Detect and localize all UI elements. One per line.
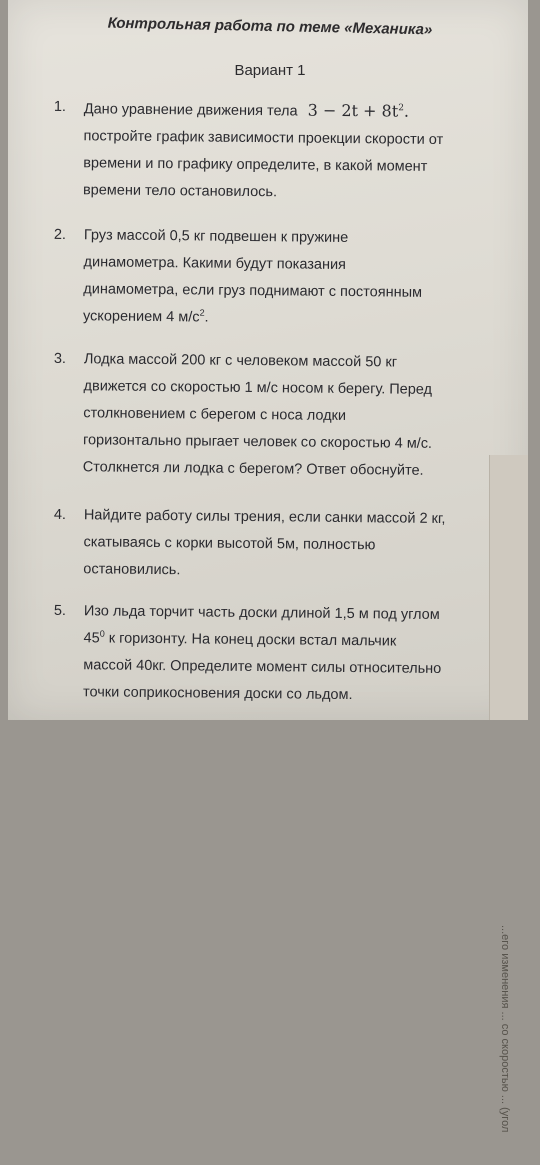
task-line: Столкнется ли лодка с берегом? Ответ обоснуйте.: [82, 459, 424, 479]
task-line: движется со скоростью 1 м/с носом к берегу. Перед: [83, 378, 433, 398]
task-line: динамометра, если груз поднимают с постоянным: [83, 281, 423, 301]
task-line: Изо льда торчит часть доски длиной 1,5 м под углом: [83, 603, 440, 623]
task-number: 1.: [53, 98, 67, 116]
task-line: времени и по графику определите, в какой момент: [83, 155, 428, 175]
page-title: Контрольная работа по теме «Механика»: [107, 14, 433, 39]
task-line: горизонтально прыгает человек со скоростью 4 м/с.: [82, 432, 433, 452]
task-2: [53, 222, 510, 335]
task-4: [53, 502, 510, 588]
task-line: точки соприкосновения доски со льдом.: [82, 684, 353, 704]
task-line: столкновением с берегом с носа лодки: [83, 405, 347, 424]
task-line: массой 40кг. Определите момент силы относительно: [83, 657, 442, 677]
task-1: [53, 94, 510, 209]
task-line: динамометра. Какими будут показания: [83, 254, 347, 273]
task-line: ускорением 4 $м/с^2$.: [82, 307, 209, 326]
task-line: скатываясь с корки высотой 5м, полностью: [83, 534, 376, 554]
task-line: $45^0$ к горизонту. На конец доски встал мальчик: [83, 628, 397, 650]
task-number: 4.: [53, 506, 67, 524]
underlying-page-text: ...его изменения ... со скоростью ... (угол: [499, 925, 511, 1133]
task-number: 3.: [53, 350, 67, 368]
task-number: 2.: [53, 226, 67, 244]
variant-label: Вариант 1: [234, 62, 306, 79]
task-line: остановились.: [83, 561, 181, 579]
task-line: времени тело остановилось.: [82, 182, 278, 201]
task-line: Дано уравнение движения тела $3 - 2t + 8t^2$.: [83, 100, 410, 121]
task-3: [53, 346, 510, 486]
task-5: [53, 598, 510, 711]
task-line: постройте график зависимости проекции скорости от: [83, 128, 444, 149]
task-number: 5.: [53, 602, 67, 620]
task-line: Груз массой 0,5 кг подвешен к пружине: [83, 227, 349, 247]
task-line: Лодка массой 200 кг с человеком массой 50 кг: [83, 351, 398, 371]
task-line: Найдите работу силы трения, если санки массой 2 кг,: [83, 507, 446, 528]
motion-equation: $3 - 2t + 8t^2$.: [307, 100, 410, 121]
